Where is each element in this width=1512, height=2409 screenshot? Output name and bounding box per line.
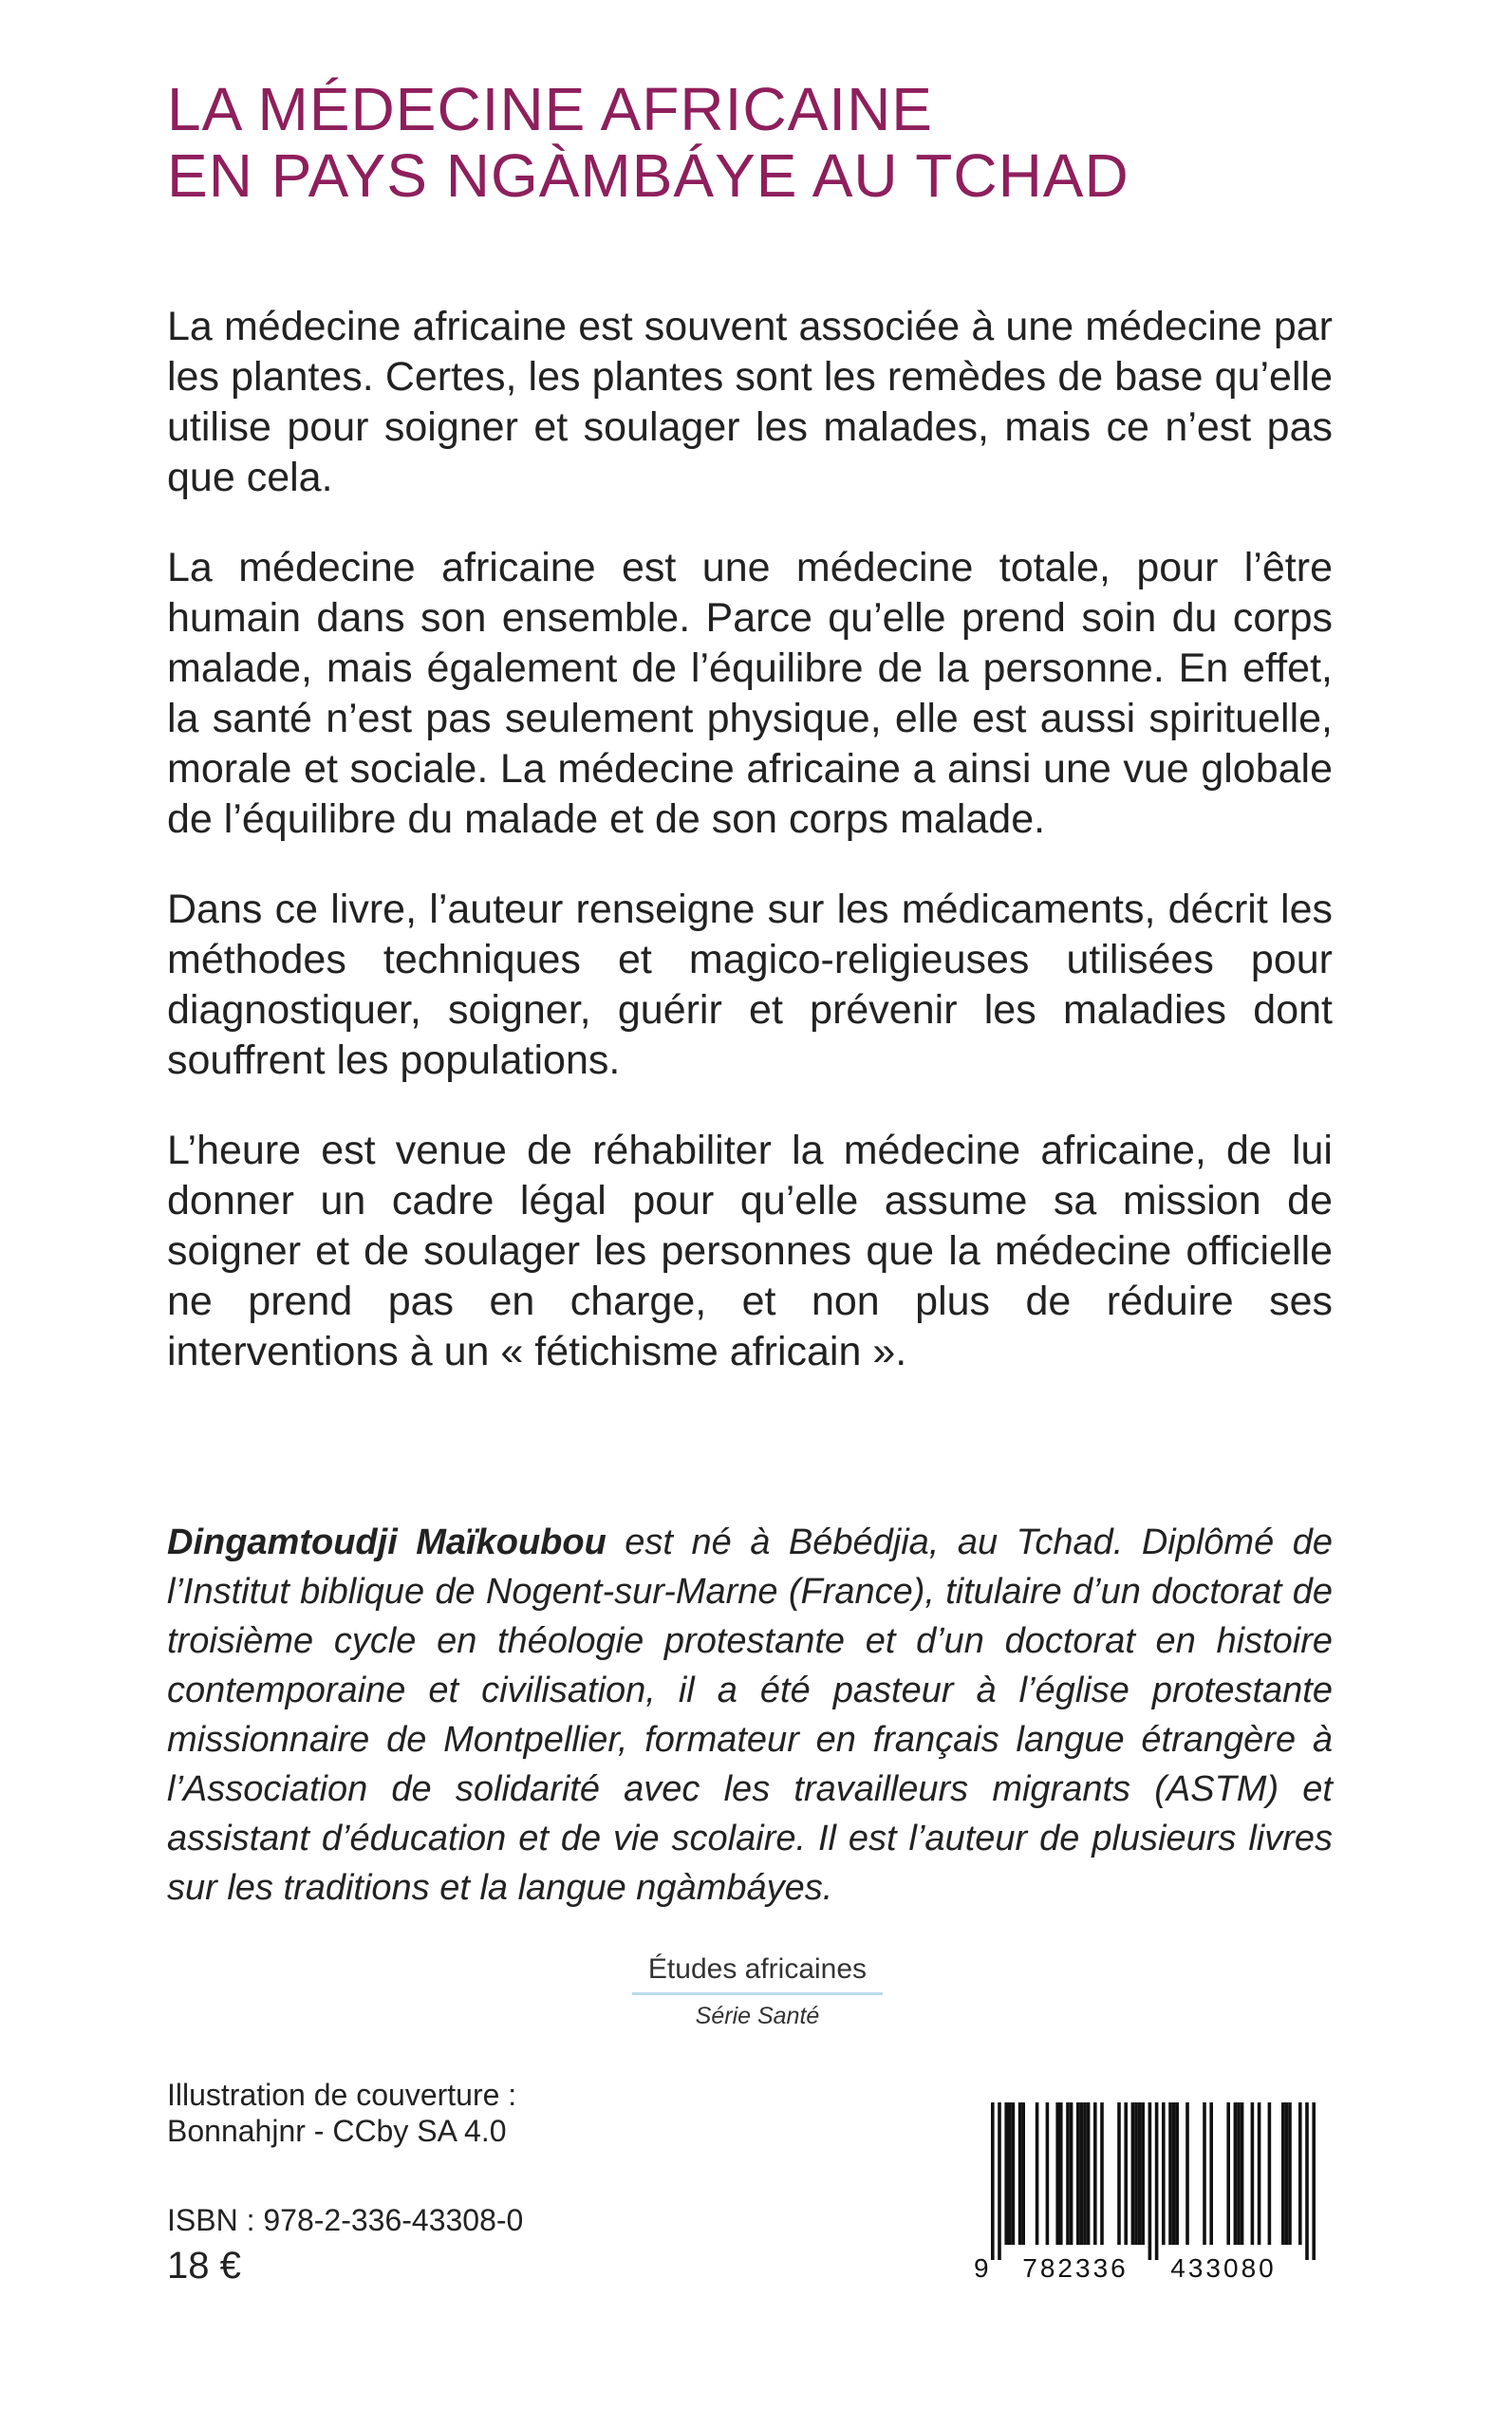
barcode-bar [1305,2102,1309,2260]
barcode-bar [1018,2102,1022,2245]
author-name: Dingamtoudji Maïkoubou [167,1522,607,1562]
blurb-paragraph: Dans ce livre, l’auteur renseigne sur les médicaments, décrit les méthodes techniques et magico-religieuses utilisées pour diagnostiquer, soigner, guérir et prévenir les maladies dont souffrent les populations. [167,887,1333,1083]
barcode-bar [1168,2102,1172,2245]
barcode-bar [1046,2102,1050,2245]
barcode-bar [1175,2102,1179,2245]
illustration-credit: Bonnahjnr - CCby SA 4.0 [167,2114,507,2148]
barcode-bar [1080,2102,1084,2245]
barcode-bar [1093,2102,1097,2245]
barcode-bar [1036,2102,1039,2245]
barcode-bar [1226,2102,1230,2245]
barcode-bar [1288,2102,1292,2245]
barcode-bar [1209,2102,1213,2245]
barcode-bar [1059,2102,1063,2245]
author-bio [167,1518,1333,1913]
collection-logo [632,1951,883,2031]
barcode-bar [1141,2102,1145,2245]
barcode-bar [1237,2102,1241,2245]
barcode-bar [1076,2102,1080,2245]
barcode-bar [1138,2102,1142,2245]
blurb-paragraph: La médecine africaine est une médecine totale, pour l’être humain dans son ensemble. Parce qu’elle prend soin du corps malade, mais également de l’équilibre de la personne. En effet, la santé n’est pas seulement physique, elle est aussi spirituelle, morale et sociale. La médecine africaine a ainsi une vue globale de l’équilibre du malade et de son corps malade. [167,545,1333,842]
barcode-digits-right: 433080 [1170,2253,1277,2281]
barcode-bar [1258,2102,1261,2245]
barcode-bar [1083,2102,1087,2245]
barcode-bar [1008,2102,1012,2245]
author-bio-text: est né à Bébédjia, au Tchad. Diplômé de l’Institut biblique de Nogent-sur-Marne (France), titulaire d’un doctorat de troisième cycle en théologie protestante et d’un doctorat en histoire contemporaine et civilisation, il a été pasteur à l’église protestante missionnaire de Montpellier, formateur en français langue étrangère à l’Association de solidarité avec les travailleurs migrants (ASTM) et assistant d’éducation et de vie scolaire. Il est l’auteur de plusieurs livres sur les traditions et la langue ngàmbáyes. [167,1522,1333,1908]
barcode-digits-left: 782336 [1022,2253,1129,2281]
isbn: ISBN : 978-2-336-43308-0 [167,2203,524,2237]
barcode-bars [991,2102,1316,2260]
barcode-bar [1021,2102,1025,2245]
barcode-bar [1241,2102,1244,2245]
title-line-1: LA MÉDECINE AFRICAINE [167,75,933,143]
book-title [167,76,1353,209]
barcode-bar [1312,2102,1316,2260]
barcode-bar [1155,2102,1159,2260]
barcode-bar [1185,2102,1189,2245]
barcode-bar [1251,2102,1255,2245]
barcode-bar [1055,2102,1059,2245]
collection-divider [632,1992,883,1995]
barcode-bar [1087,2102,1091,2245]
barcode-bar [1012,2102,1016,2245]
barcode-bar [1070,2102,1073,2245]
barcode-bar [1004,2102,1008,2245]
barcode-bar [1203,2102,1206,2245]
collection-sub-series: Série Santé [695,2003,820,2029]
barcode-bar [1268,2102,1272,2245]
barcode-bar [1100,2102,1104,2245]
price: 18 € [167,2245,241,2287]
barcode-bar [1117,2102,1121,2245]
barcode-digit-prefix: 9 [974,2253,989,2281]
barcode-bar [991,2102,995,2260]
barcode-bar [1234,2102,1238,2245]
barcode-bar [998,2102,1001,2260]
collection-name: Études africaines [647,1953,868,1985]
barcode-bar [1066,2102,1070,2245]
barcode-bar [1124,2102,1128,2245]
barcode-bar [1131,2102,1135,2245]
barcode-bar [1172,2102,1176,2245]
barcode-bar [1281,2102,1285,2245]
blurb [167,302,1333,1417]
barcode-bar [1148,2102,1152,2260]
barcode-bar [1298,2102,1302,2245]
barcode-bar [1162,2102,1166,2245]
barcode-bar [1134,2102,1138,2245]
title-line-2: EN PAYS NGÀMBÁYE AU TCHAD [167,141,1129,210]
barcode [970,2101,1327,2281]
blurb-paragraph: La médecine africaine est souvent associée à une médecine par les plantes. Certes, les plantes sont les remèdes de base qu’elle utilise pour soigner et soulager les malades, mais ce n’est pas que cela. [167,304,1333,500]
illustration-credit-label: Illustration de couverture : [167,2078,517,2112]
barcode-bar [1285,2102,1289,2245]
credits-block [167,2077,737,2288]
blurb-paragraph: L’heure est venue de réhabiliter la médecine africaine, de lui donner un cadre légal pour qu’elle assume sa mission de soigner et de soulager les personnes que la médecine officielle ne prend pas en charge, et non plus de réduire ses interventions à un « fétichisme africain ». [167,1128,1333,1374]
